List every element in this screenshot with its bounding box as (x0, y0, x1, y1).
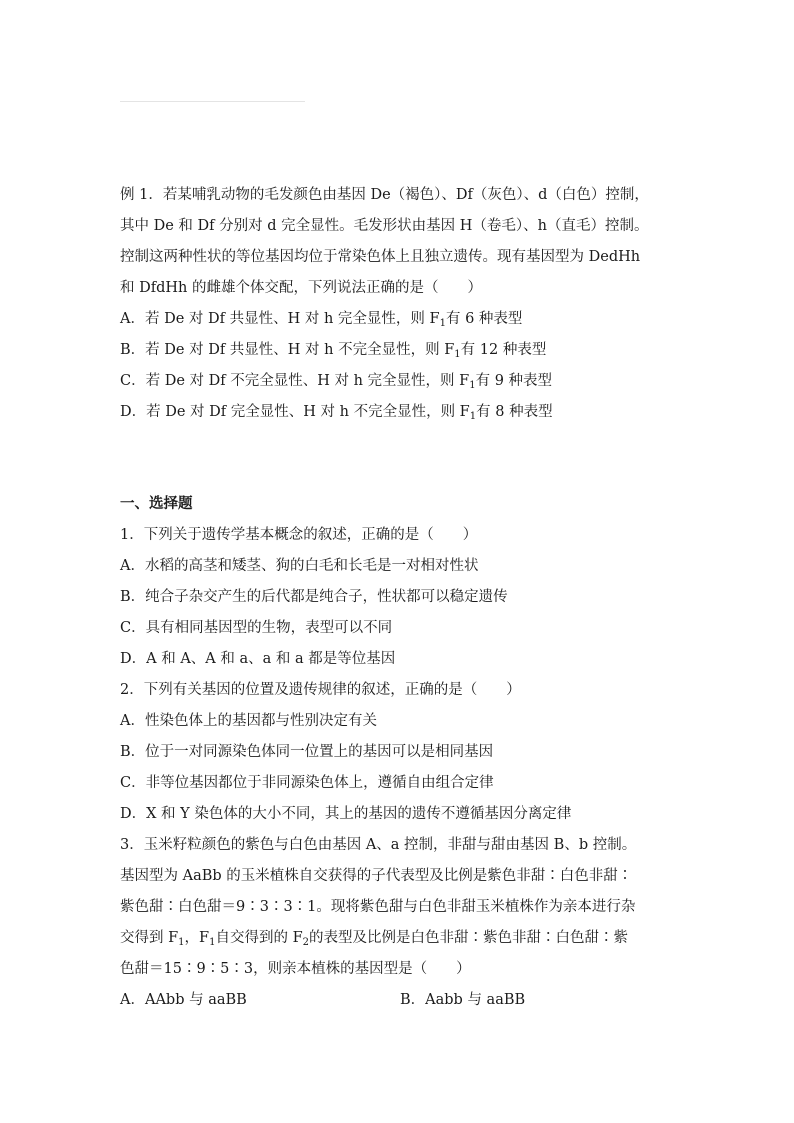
question-3-stem-line-5: 色甜＝15∶9∶5∶3，则亲本植株的基因型是（ ） (120, 961, 471, 977)
question-3-stem-line-4: 交得到 $F_1$，$F_1$自交得到的 $F_2$的表型及比例是白色非甜∶紫色非甜∶白色甜∶紫 (120, 930, 629, 948)
example-option-a: A．若 De 对 Df 共显性、H 对 h 完全显性，则 $F_1$有 6 种表型 (120, 311, 523, 329)
question-3-option-a: A．AAbb 与 aaBB (120, 992, 247, 1008)
question-3-stem-line-1: 3．玉米籽粒颜色的紫色与白色由基因 A、a 控制，非甜与甜由基因 B、b 控制。 (120, 837, 637, 853)
question-3-options-row (120, 985, 690, 1016)
section-title: 一、选择题 (120, 496, 193, 512)
question-2 (120, 675, 690, 830)
example-1 (120, 180, 690, 428)
example-option-b: B．若 De 对 Df 共显性、H 对 h 不完全显性，则 $F_1$有 12 种表型 (120, 342, 547, 360)
question-1 (120, 520, 690, 675)
question-3-stem-line-3: 紫色甜∶白色甜＝9∶3∶3∶1。现将紫色甜与白色非甜玉米植株作为亲本进行杂 (120, 899, 636, 915)
example-stem-line-2: 其中 De 和 Df 分别对 d 完全显性。毛发形状由基因 H（卷毛）、h（直毛）控制。 (120, 218, 649, 234)
example-option-c: C．若 De 对 Df 不完全显性、H 对 h 完全显性，则 $F_1$有 9 种表型 (120, 373, 553, 391)
question-3-stem-line-2: 基因型为 AaBb 的玉米植株自交获得的子代表型及比例是紫色非甜∶白色非甜∶ (120, 868, 633, 884)
question-2-option-a: A．性染色体上的基因都与性别决定有关 (120, 713, 377, 729)
question-1-option-b: B．纯合子杂交产生的后代都是纯合子，性状都可以稳定遗传 (120, 589, 508, 605)
question-3-option-b: B．Aabb 与 aaBB (400, 992, 526, 1008)
header-rule (120, 101, 305, 102)
question-2-option-c: C．非等位基因都位于非同源染色体上，遵循自由组合定律 (120, 775, 494, 791)
example-stem-line-3: 控制这两种性状的等位基因均位于常染色体上且独立遗传。现有基因型为 DedHh (120, 249, 641, 265)
question-1-option-d: D．A 和 A、A 和 a、a 和 a 都是等位基因 (120, 651, 396, 667)
question-1-option-a: A．水稻的高茎和矮茎、狗的白毛和长毛是一对相对性状 (120, 558, 479, 574)
question-3 (120, 830, 690, 1016)
example-stem-line-4: 和 DfdHh 的雌雄个体交配，下列说法正确的是（ ） (120, 280, 482, 296)
document-body (120, 180, 690, 1016)
question-2-option-b: B．位于一对同源染色体同一位置上的基因可以是相同基因 (120, 744, 494, 760)
question-1-option-c: C．具有相同基因型的生物，表型可以不同 (120, 620, 393, 636)
example-stem-line-1: 例 1．若某哺乳动物的毛发颜色由基因 De（褐色）、Df（灰色）、d（白色）控制， (120, 187, 649, 203)
question-2-stem: 2．下列有关基因的位置及遗传规律的叙述，正确的是（ ） (120, 682, 521, 698)
example-option-d: D．若 De 对 Df 完全显性、H 对 h 不完全显性，则 $F_1$有 8 种表型 (120, 404, 553, 422)
question-1-stem: 1．下列关于遗传学基本概念的叙述，正确的是（ ） (120, 527, 478, 543)
question-2-option-d: D．X 和 Y 染色体的大小不同，其上的基因的遗传不遵循基因分离定律 (120, 806, 572, 822)
